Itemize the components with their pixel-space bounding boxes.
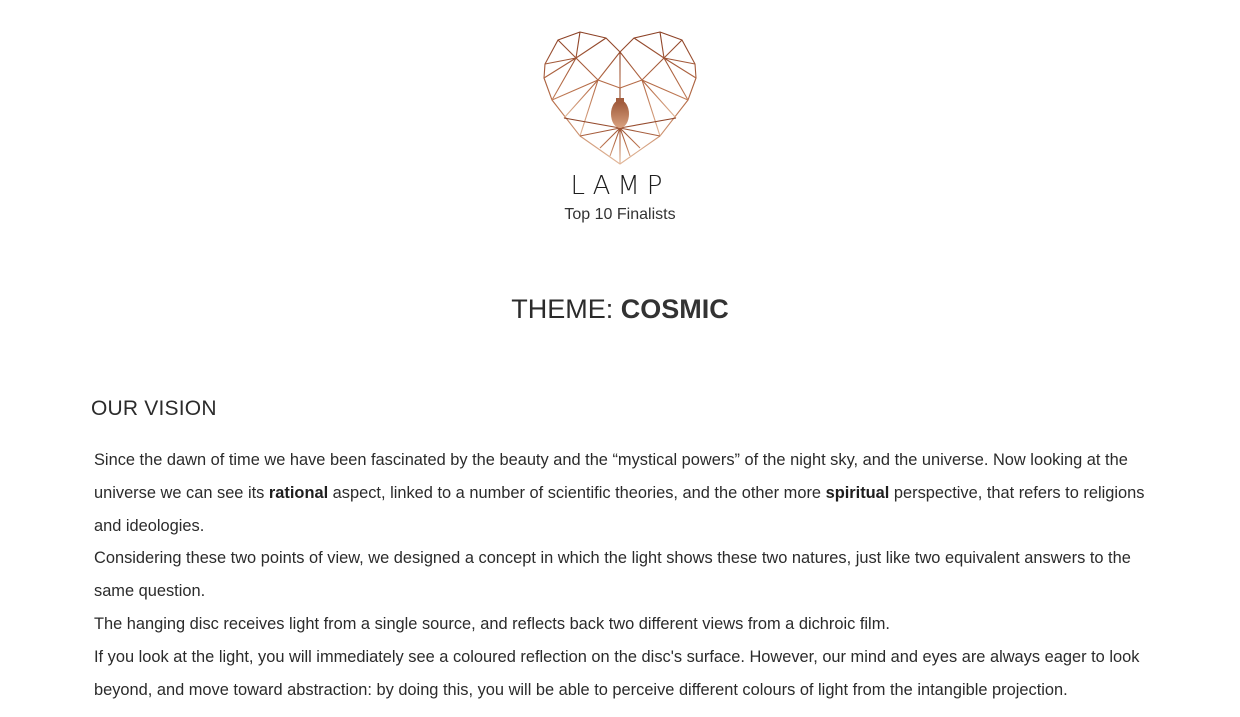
theme-value: COSMIC [620,294,729,324]
vision-text [94,444,1154,706]
emphasis-rational: rational [268,483,329,502]
paragraph: If you look at the light, you will immediately see a coloured reflection on the disc's surface. However, our mind and eyes are always eager to look beyond, and move toward abstraction: by doing this, you will be able to perceive different colours of light from the intangible projection. [94,647,1140,699]
emphasis-spiritual: spiritual [825,483,890,502]
brand-title: LAMP [570,171,670,201]
paragraph: Since the dawn of time we have been fascinated by the beauty and the “mystical powers” of the night sky, and the universe. Now looking at the universe we can see its rational aspect, linked to a number of scientific theories, and the other more spiritual perspective, that refers to religions and ideologies. [94,451,1145,535]
subtitle: Top 10 Finalists [564,206,676,223]
geometric-heart-lightbulb-icon [540,28,700,168]
theme-heading [0,294,1240,325]
paragraph: The hanging disc receives light from a single source, and reflects back two different views from a dichroic film. [94,614,890,633]
theme-label: THEME: [511,294,621,324]
section-heading: OUR VISION [91,397,217,420]
paragraph: Considering these two points of view, we designed a concept in which the light shows these two natures, just like two equivalent answers to the same question. [94,549,1131,601]
